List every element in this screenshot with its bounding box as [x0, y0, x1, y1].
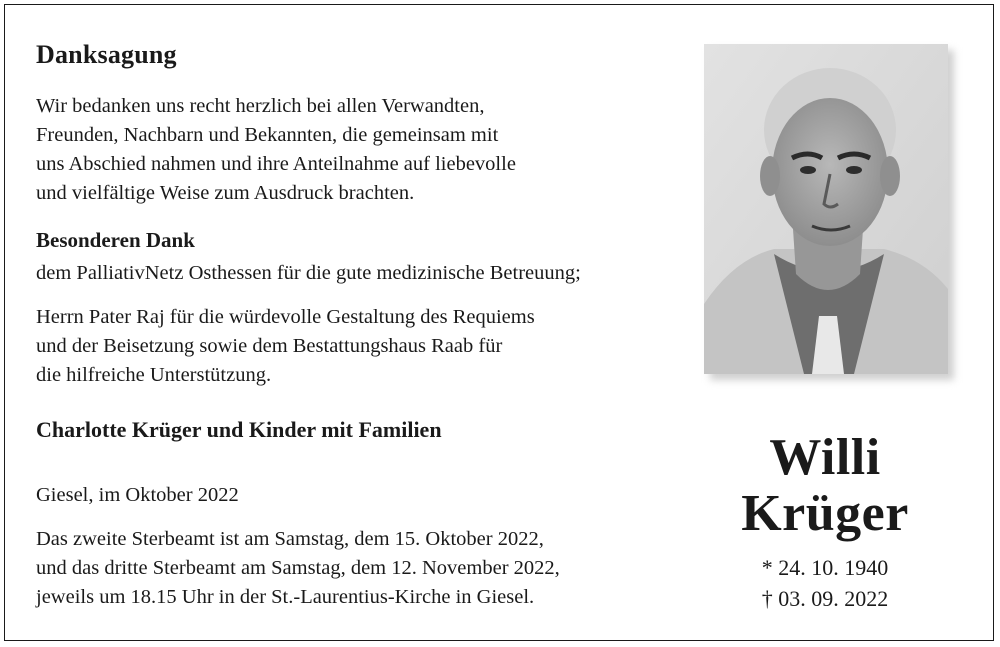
family-signature: Charlotte Krüger und Kinder mit Familien — [36, 417, 442, 442]
death-date: † 03. 09. 2022 — [761, 586, 889, 611]
special-thanks-heading: Besonderen Dank — [36, 228, 195, 252]
deceased-last-name: Krüger — [741, 485, 909, 542]
birth-date: * 24. 10. 1940 — [761, 555, 889, 580]
place-date: Giesel, im Oktober 2022 — [36, 484, 239, 506]
services-paragraph: Das zweite Sterbeamt ist am Samstag, dem 15. Oktober 2022, und das dritte Sterbeamt am Samstag, dem 12. November 2022, jeweils um 18.15 Uhr in der St.-Laurentius-Kirche in Giesel. — [36, 528, 560, 608]
special-thanks-line-1: dem PalliativNetz Osthessen für die gute medizinische Betreuung; — [36, 262, 581, 284]
deceased-first-name: Willi — [769, 429, 881, 486]
special-thanks-line-2: Herrn Pater Raj für die würdevolle Gestaltung des Requiems und der Beisetzung sowie dem Bestattungshaus Raab für die hilfreiche Unterstützung. — [36, 306, 535, 386]
thanks-paragraph: Wir bedanken uns recht herzlich bei allen Verwandten, Freunden, Nachbarn und Bekannten, die gemeinsam mit uns Abschied nahmen und ihre Anteilnahme auf liebevolle und vielfältige Weise zum Ausdruck brachten. — [36, 95, 516, 204]
portrait-photo-icon — [704, 44, 948, 374]
notice-heading: Danksagung — [36, 40, 177, 69]
portrait-photo-frame — [704, 44, 948, 374]
